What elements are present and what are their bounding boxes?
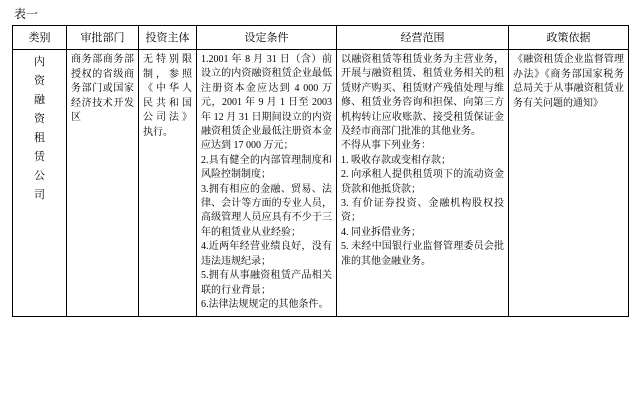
cell-department xyxy=(67,50,139,317)
investor-text: 无特别限制，参照《中华人民共和国公司法》执行。 xyxy=(143,54,192,138)
cell-scope xyxy=(337,50,509,317)
category-char: 公 xyxy=(34,170,45,182)
department-text: 商务部商务部授权的省级商务部门或国家经济技术开发区 xyxy=(71,54,134,123)
scope-item: 4. 同业拆借业务； xyxy=(341,226,421,238)
category-char: 司 xyxy=(34,189,45,201)
scope-item: 2. 向承租人提供租赁项下的流动资金贷款和他抵贷款； xyxy=(341,169,504,195)
condition-item: 6.法律法规规定的其他条件。 xyxy=(201,298,329,310)
scope-item: 5. 未经中国银行业监督管理委员会批准的其他金融业务。 xyxy=(341,241,504,267)
scope-item: 3. 有价证券投资、金融机构股权投资； xyxy=(341,198,504,224)
condition-item: 4.近两年经营业绩良好，没有违法违规纪录； xyxy=(201,241,332,267)
condition-item: 2.具有健全的内部管理制度和风险控制制度； xyxy=(201,154,332,181)
category-char: 融 xyxy=(34,94,45,106)
category-char: 赁 xyxy=(34,151,45,163)
scope-item: 1. 吸收存款或变相存款； xyxy=(341,154,451,166)
cell-policy xyxy=(509,50,629,317)
table-row xyxy=(13,50,629,317)
header-cell-scope: 经营范围 xyxy=(337,26,509,50)
category-char: 内 xyxy=(34,56,45,68)
cell-investor xyxy=(139,50,197,317)
header-cell-policy: 政策依据 xyxy=(509,26,629,50)
header-cell-category: 类别 xyxy=(13,26,67,50)
category-char: 资 xyxy=(34,113,45,125)
category-char: 租 xyxy=(34,132,45,144)
condition-item: 1.2001 年 8 月 31 日（含）前设立的内资融资租赁企业最低注册资本金应达到 4 000 万元，2001 年 9 月 1 日至 2003 年 12 月 31 日期间设立的内资融资租赁企业最低注册资本金应达到 17 000 万元； xyxy=(201,54,332,152)
header-row xyxy=(13,26,629,50)
policy-table xyxy=(12,25,629,317)
cell-conditions xyxy=(197,50,337,317)
cell-category xyxy=(13,50,67,317)
scope-item: 以融资租赁等租赁业务为主营业务，开展与融资租赁、租赁业务相关的租赁财产购买、租赁财产残值处理与维修、租赁业务咨询和担保、向第三方机构转让应收账款、接受租赁保证金及经市商部门批准的其他业务。 xyxy=(341,54,504,138)
table-body xyxy=(13,50,629,317)
table-caption: 表一 xyxy=(14,7,39,21)
condition-item: 3.拥有相应的金融、贸易、法律、会计等方面的专业人员，高级管理人员应具有不少于三年的租赁业从业经验； xyxy=(201,183,332,238)
condition-item: 5.拥有从事融资租赁产品相关联的行业背景； xyxy=(201,270,332,296)
policy-text: 《融资租赁企业监督管理办法》《商务部国家税务总局关于从事融资租赁业务有关问题的通知》 xyxy=(513,54,624,109)
scope-item: 不得从事下列业务： xyxy=(341,140,431,152)
category-char: 资 xyxy=(34,75,45,87)
header-cell-department: 审批部门 xyxy=(67,26,139,50)
header-cell-conditions: 设定条件 xyxy=(197,26,337,50)
header-cell-investor: 投资主体 xyxy=(139,26,197,50)
table-header xyxy=(13,26,629,50)
